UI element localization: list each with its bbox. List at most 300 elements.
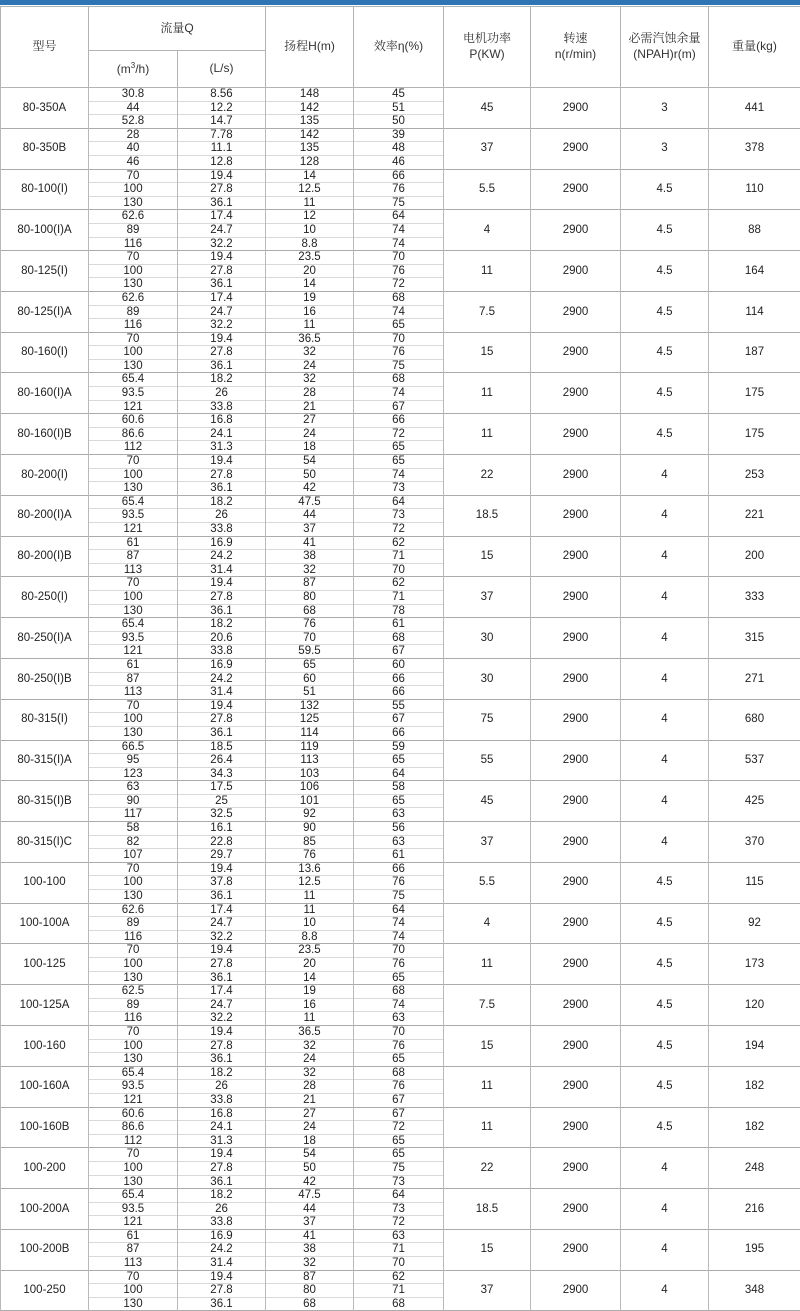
table-row	[1, 1270, 800, 1284]
flow-ls-cell: 16.8	[178, 1107, 266, 1121]
speed-cell: 2900	[531, 699, 621, 740]
flow-ls-cell: 14.7	[178, 115, 266, 129]
npsh-cell: 4.5	[621, 210, 709, 251]
power-cell: 45	[444, 88, 531, 129]
efficiency-cell: 70	[354, 563, 444, 577]
model-cell: 80-250(I)	[1, 577, 89, 618]
efficiency-cell: 63	[354, 835, 444, 849]
head-cell: 148	[266, 88, 354, 102]
weight-cell: 378	[709, 128, 800, 169]
npsh-cell: 4	[621, 536, 709, 577]
flow-ls-cell: 36.1	[178, 1297, 266, 1311]
speed-cell: 2900	[531, 1148, 621, 1189]
flow-ls-cell: 19.4	[178, 944, 266, 958]
flow-m3h-cell: 44	[89, 101, 178, 115]
head-cell: 68	[266, 604, 354, 618]
flow-ls-cell: 37.8	[178, 876, 266, 890]
head-cell: 128	[266, 155, 354, 169]
flow-m3h-cell: 89	[89, 305, 178, 319]
efficiency-cell: 71	[354, 550, 444, 564]
model-cell: 100-160	[1, 1025, 89, 1066]
efficiency-cell: 71	[354, 1243, 444, 1257]
head-cell: 10	[266, 917, 354, 931]
speed-cell: 2900	[531, 1189, 621, 1230]
flow-ls-cell: 32.2	[178, 1012, 266, 1026]
efficiency-cell: 64	[354, 767, 444, 781]
speed-cell: 2900	[531, 781, 621, 822]
flow-ls-cell: 33.8	[178, 400, 266, 414]
npsh-cell: 4.5	[621, 251, 709, 292]
efficiency-cell: 76	[354, 1039, 444, 1053]
power-cell: 37	[444, 822, 531, 863]
speed-cell: 2900	[531, 210, 621, 251]
weight-cell: 370	[709, 822, 800, 863]
weight-cell: 216	[709, 1189, 800, 1230]
flow-m3h-cell: 87	[89, 550, 178, 564]
flow-ls-cell: 22.8	[178, 835, 266, 849]
flow-m3h-cell: 130	[89, 482, 178, 496]
flow-ls-cell: 33.8	[178, 1216, 266, 1230]
flow-ls-cell: 36.1	[178, 1053, 266, 1067]
flow-ls-cell: 26	[178, 509, 266, 523]
model-cell: 100-250	[1, 1270, 89, 1311]
head-cell: 119	[266, 740, 354, 754]
flow-ls-cell: 27.8	[178, 468, 266, 482]
model-cell: 80-250(I)B	[1, 658, 89, 699]
flow-ls-cell: 16.9	[178, 1229, 266, 1243]
speed-cell: 2900	[531, 577, 621, 618]
efficiency-cell: 73	[354, 1175, 444, 1189]
flow-ls-cell: 34.3	[178, 767, 266, 781]
weight-cell: 253	[709, 455, 800, 496]
power-cell: 4	[444, 903, 531, 944]
head-cell: 32	[266, 1257, 354, 1271]
flow-m3h-cell: 121	[89, 1216, 178, 1230]
head-cell: 19	[266, 985, 354, 999]
power-cell: 15	[444, 536, 531, 577]
flow-m3h-cell: 63	[89, 781, 178, 795]
flow-m3h-cell: 112	[89, 441, 178, 455]
model-cell: 80-200(I)	[1, 455, 89, 496]
flow-ls-cell: 12.8	[178, 155, 266, 169]
efficiency-cell: 72	[354, 1121, 444, 1135]
flow-ls-cell: 27.8	[178, 1284, 266, 1298]
efficiency-cell: 58	[354, 781, 444, 795]
model-cell: 100-200B	[1, 1229, 89, 1270]
flow-ls-cell: 18.2	[178, 373, 266, 387]
flow-m3h-cell: 116	[89, 930, 178, 944]
model-cell: 100-125A	[1, 985, 89, 1026]
flow-ls-cell: 20.6	[178, 631, 266, 645]
efficiency-cell: 67	[354, 713, 444, 727]
model-cell: 80-315(I)B	[1, 781, 89, 822]
flow-m3h-cell: 62.6	[89, 903, 178, 917]
efficiency-cell: 76	[354, 876, 444, 890]
model-cell: 100-200A	[1, 1189, 89, 1230]
npsh-cell: 4	[621, 495, 709, 536]
flow-ls-cell: 33.8	[178, 1093, 266, 1107]
model-cell: 80-250(I)A	[1, 618, 89, 659]
head-cell: 103	[266, 767, 354, 781]
head-cell: 28	[266, 387, 354, 401]
header-speed-line2: n(r/min)	[555, 47, 596, 61]
weight-cell: 175	[709, 414, 800, 455]
flow-ls-cell: 19.4	[178, 699, 266, 713]
flow-ls-cell: 24.7	[178, 305, 266, 319]
head-cell: 80	[266, 1284, 354, 1298]
header-power	[444, 7, 531, 88]
speed-cell: 2900	[531, 88, 621, 129]
head-cell: 11	[266, 890, 354, 904]
flow-m3h-cell: 40	[89, 142, 178, 156]
flow-ls-cell: 27.8	[178, 590, 266, 604]
power-cell: 18.5	[444, 495, 531, 536]
header-weight: 重量(kg)	[709, 7, 800, 88]
header-power-line2: P(KW)	[469, 47, 504, 61]
head-cell: 21	[266, 400, 354, 414]
table-row	[1, 1229, 800, 1243]
flow-m3h-cell: 100	[89, 1039, 178, 1053]
model-cell: 100-100	[1, 862, 89, 903]
head-cell: 18	[266, 1134, 354, 1148]
flow-m3h-cell: 86.6	[89, 427, 178, 441]
head-cell: 142	[266, 128, 354, 142]
npsh-cell: 4	[621, 455, 709, 496]
efficiency-cell: 75	[354, 359, 444, 373]
pump-spec-table	[0, 6, 800, 1311]
weight-cell: 182	[709, 1066, 800, 1107]
head-cell: 101	[266, 794, 354, 808]
flow-m3h-cell: 100	[89, 713, 178, 727]
head-cell: 10	[266, 223, 354, 237]
head-cell: 19	[266, 291, 354, 305]
weight-cell: 348	[709, 1270, 800, 1311]
efficiency-cell: 64	[354, 495, 444, 509]
efficiency-cell: 64	[354, 210, 444, 224]
flow-ls-cell: 32.5	[178, 808, 266, 822]
flow-ls-cell: 19.4	[178, 1148, 266, 1162]
weight-cell: 173	[709, 944, 800, 985]
power-cell: 11	[444, 1066, 531, 1107]
flow-ls-cell: 24.1	[178, 1121, 266, 1135]
efficiency-cell: 70	[354, 332, 444, 346]
efficiency-cell: 73	[354, 482, 444, 496]
model-cell: 80-100(I)	[1, 169, 89, 210]
head-cell: 68	[266, 1297, 354, 1311]
table-row	[1, 1107, 800, 1121]
flow-m3h-cell: 82	[89, 835, 178, 849]
header-npsh-line2: (NPAH)r(m)	[633, 47, 695, 61]
head-cell: 18	[266, 441, 354, 455]
power-cell: 7.5	[444, 985, 531, 1026]
head-cell: 12.5	[266, 876, 354, 890]
table-row	[1, 495, 800, 509]
head-cell: 11	[266, 319, 354, 333]
model-cell: 80-125(I)	[1, 251, 89, 292]
npsh-cell: 4.5	[621, 291, 709, 332]
weight-cell: 110	[709, 169, 800, 210]
efficiency-cell: 67	[354, 1107, 444, 1121]
speed-cell: 2900	[531, 291, 621, 332]
flow-m3h-cell: 93.5	[89, 631, 178, 645]
power-cell: 30	[444, 618, 531, 659]
speed-cell: 2900	[531, 251, 621, 292]
flow-m3h-cell: 113	[89, 563, 178, 577]
flow-m3h-cell: 70	[89, 699, 178, 713]
flow-ls-cell: 32.2	[178, 237, 266, 251]
weight-cell: 425	[709, 781, 800, 822]
flow-ls-cell: 26	[178, 387, 266, 401]
table-row	[1, 1189, 800, 1203]
npsh-cell: 4.5	[621, 862, 709, 903]
head-cell: 27	[266, 414, 354, 428]
flow-ls-cell: 18.2	[178, 1189, 266, 1203]
flow-m3h-cell: 70	[89, 251, 178, 265]
flow-m3h-cell: 87	[89, 672, 178, 686]
weight-cell: 248	[709, 1148, 800, 1189]
head-cell: 11	[266, 196, 354, 210]
flow-m3h-cell: 130	[89, 359, 178, 373]
flow-ls-cell: 18.2	[178, 495, 266, 509]
weight-cell: 187	[709, 332, 800, 373]
flow-m3h-cell: 65.4	[89, 373, 178, 387]
flow-ls-cell: 31.4	[178, 686, 266, 700]
power-cell: 7.5	[444, 291, 531, 332]
flow-ls-cell: 16.8	[178, 414, 266, 428]
head-cell: 14	[266, 971, 354, 985]
flow-ls-cell: 12.2	[178, 101, 266, 115]
flow-m3h-cell: 100	[89, 590, 178, 604]
efficiency-cell: 66	[354, 414, 444, 428]
table-row	[1, 373, 800, 387]
efficiency-cell: 48	[354, 142, 444, 156]
flow-m3h-cell: 100	[89, 468, 178, 482]
efficiency-cell: 45	[354, 88, 444, 102]
efficiency-cell: 74	[354, 387, 444, 401]
efficiency-cell: 65	[354, 1148, 444, 1162]
head-cell: 76	[266, 849, 354, 863]
weight-cell: 221	[709, 495, 800, 536]
flow-m3h-cell: 70	[89, 1025, 178, 1039]
flow-m3h-cell: 60.6	[89, 414, 178, 428]
head-cell: 24	[266, 427, 354, 441]
model-cell: 80-315(I)C	[1, 822, 89, 863]
flow-m3h-cell: 112	[89, 1134, 178, 1148]
flow-m3h-cell: 113	[89, 1257, 178, 1271]
weight-cell: 200	[709, 536, 800, 577]
flow-m3h-cell: 130	[89, 1297, 178, 1311]
efficiency-cell: 72	[354, 523, 444, 537]
flow-m3h-cell: 61	[89, 1229, 178, 1243]
efficiency-cell: 71	[354, 590, 444, 604]
flow-m3h-cell: 70	[89, 169, 178, 183]
flow-m3h-cell: 121	[89, 400, 178, 414]
flow-ls-cell: 31.4	[178, 563, 266, 577]
flow-m3h-cell: 93.5	[89, 509, 178, 523]
head-cell: 65	[266, 658, 354, 672]
flow-ls-cell: 32.2	[178, 930, 266, 944]
flow-m3h-cell: 61	[89, 536, 178, 550]
flow-ls-cell: 24.2	[178, 550, 266, 564]
efficiency-cell: 55	[354, 699, 444, 713]
weight-cell: 182	[709, 1107, 800, 1148]
model-cell: 80-315(I)A	[1, 740, 89, 781]
flow-m3h-cell: 65.4	[89, 1066, 178, 1080]
flow-m3h-cell: 30.8	[89, 88, 178, 102]
efficiency-cell: 63	[354, 808, 444, 822]
flow-ls-cell: 24.2	[178, 1243, 266, 1257]
header-flow-ls: (L/s)	[178, 51, 266, 88]
head-cell: 44	[266, 1202, 354, 1216]
flow-ls-cell: 17.4	[178, 210, 266, 224]
npsh-cell: 4.5	[621, 903, 709, 944]
header-power-line1: 电机功率	[463, 31, 511, 45]
head-cell: 14	[266, 278, 354, 292]
head-cell: 37	[266, 1216, 354, 1230]
flow-m3h-cell: 130	[89, 278, 178, 292]
flow-m3h-cell: 100	[89, 1284, 178, 1298]
table-row	[1, 128, 800, 142]
head-cell: 12.5	[266, 183, 354, 197]
efficiency-cell: 64	[354, 1189, 444, 1203]
flow-ls-cell: 27.8	[178, 713, 266, 727]
head-cell: 32	[266, 1066, 354, 1080]
flow-m3h-cell: 116	[89, 237, 178, 251]
head-cell: 32	[266, 373, 354, 387]
table-row	[1, 822, 800, 836]
power-cell: 15	[444, 1025, 531, 1066]
flow-m3h-cell: 70	[89, 1270, 178, 1284]
efficiency-cell: 75	[354, 890, 444, 904]
flow-ls-cell: 11.1	[178, 142, 266, 156]
speed-cell: 2900	[531, 822, 621, 863]
efficiency-cell: 66	[354, 169, 444, 183]
weight-cell: 315	[709, 618, 800, 659]
flow-m3h-cell: 100	[89, 958, 178, 972]
flow-ls-cell: 24.2	[178, 672, 266, 686]
head-cell: 135	[266, 142, 354, 156]
head-cell: 20	[266, 958, 354, 972]
efficiency-cell: 61	[354, 849, 444, 863]
table-row	[1, 862, 800, 876]
npsh-cell: 4	[621, 822, 709, 863]
efficiency-cell: 65	[354, 441, 444, 455]
table-row	[1, 210, 800, 224]
speed-cell: 2900	[531, 985, 621, 1026]
efficiency-cell: 74	[354, 237, 444, 251]
flow-m3h-cell: 65.4	[89, 1189, 178, 1203]
table-row	[1, 985, 800, 999]
top-accent-bar	[0, 0, 800, 5]
head-cell: 70	[266, 631, 354, 645]
flow-ls-cell: 27.8	[178, 183, 266, 197]
efficiency-cell: 66	[354, 862, 444, 876]
flow-m3h-cell: 130	[89, 971, 178, 985]
weight-cell: 537	[709, 740, 800, 781]
speed-cell: 2900	[531, 169, 621, 210]
model-cell: 80-200(I)B	[1, 536, 89, 577]
flow-m3h-cell: 95	[89, 754, 178, 768]
head-cell: 38	[266, 550, 354, 564]
flow-ls-cell: 19.4	[178, 577, 266, 591]
efficiency-cell: 70	[354, 944, 444, 958]
head-cell: 41	[266, 1229, 354, 1243]
efficiency-cell: 51	[354, 101, 444, 115]
model-cell: 100-125	[1, 944, 89, 985]
table-row	[1, 1148, 800, 1162]
flow-ls-cell: 24.7	[178, 223, 266, 237]
flow-m3h-cell: 65.4	[89, 495, 178, 509]
speed-cell: 2900	[531, 618, 621, 659]
flow-m3h-cell: 58	[89, 822, 178, 836]
flow-ls-cell: 27.8	[178, 958, 266, 972]
flow-m3h-cell: 70	[89, 577, 178, 591]
flow-m3h-cell: 65.4	[89, 618, 178, 632]
flow-ls-cell: 36.1	[178, 359, 266, 373]
model-cell: 80-200(I)A	[1, 495, 89, 536]
efficiency-cell: 63	[354, 1229, 444, 1243]
flow-ls-cell: 19.4	[178, 251, 266, 265]
efficiency-cell: 71	[354, 1284, 444, 1298]
flow-m3h-cell: 89	[89, 223, 178, 237]
flow-ls-cell: 26	[178, 1080, 266, 1094]
efficiency-cell: 68	[354, 1297, 444, 1311]
head-cell: 38	[266, 1243, 354, 1257]
table-row	[1, 291, 800, 305]
table-row	[1, 536, 800, 550]
npsh-cell: 4	[621, 618, 709, 659]
efficiency-cell: 61	[354, 618, 444, 632]
flow-ls-cell: 7.78	[178, 128, 266, 142]
flow-ls-cell: 31.4	[178, 1257, 266, 1271]
power-cell: 37	[444, 128, 531, 169]
power-cell: 18.5	[444, 1189, 531, 1230]
efficiency-cell: 68	[354, 631, 444, 645]
flow-ls-cell: 33.8	[178, 523, 266, 537]
model-cell: 100-100A	[1, 903, 89, 944]
flow-ls-cell: 27.8	[178, 264, 266, 278]
head-cell: 85	[266, 835, 354, 849]
flow-m3h-cell: 100	[89, 876, 178, 890]
head-cell: 50	[266, 1161, 354, 1175]
flow-ls-cell: 17.4	[178, 291, 266, 305]
flow-m3h-cell: 93.5	[89, 1202, 178, 1216]
flow-ls-cell: 36.1	[178, 604, 266, 618]
efficiency-cell: 70	[354, 1025, 444, 1039]
head-cell: 132	[266, 699, 354, 713]
table-row	[1, 658, 800, 672]
weight-cell: 680	[709, 699, 800, 740]
head-cell: 87	[266, 1270, 354, 1284]
head-cell: 27	[266, 1107, 354, 1121]
table-row	[1, 944, 800, 958]
flow-ls-cell: 26.4	[178, 754, 266, 768]
flow-m3h-cell: 130	[89, 890, 178, 904]
header-speed-line1: 转速	[563, 31, 587, 45]
speed-cell: 2900	[531, 1066, 621, 1107]
head-cell: 20	[266, 264, 354, 278]
head-cell: 54	[266, 455, 354, 469]
flow-m3h-cell: 46	[89, 155, 178, 169]
flow-m3h-cell: 86.6	[89, 1121, 178, 1135]
power-cell: 4	[444, 210, 531, 251]
head-cell: 42	[266, 1175, 354, 1189]
efficiency-cell: 65	[354, 1134, 444, 1148]
npsh-cell: 4.5	[621, 332, 709, 373]
table-row	[1, 1025, 800, 1039]
efficiency-cell: 74	[354, 998, 444, 1012]
header-model: 型号	[1, 7, 89, 88]
